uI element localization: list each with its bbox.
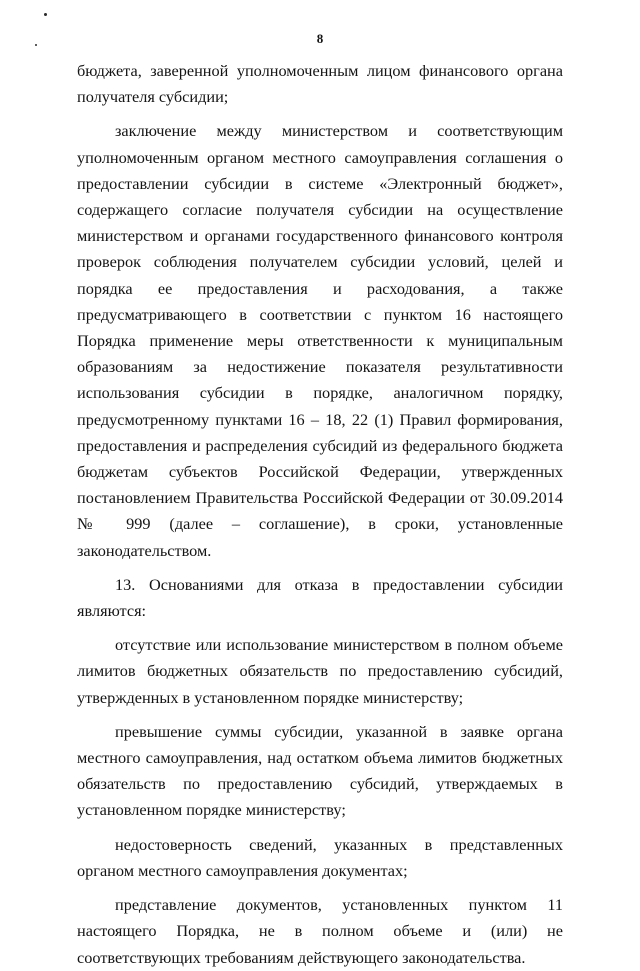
paragraph: отсутствие или использование министерством в полном объеме лимитов бюджетных обязательств по предоставлению субсидий, утвержденных в установленном порядке министерству;	[77, 635, 563, 707]
document-body	[77, 58, 563, 971]
paragraph: заключение между министерством и соответствующим уполномоченным органом местного самоуправления соглашения о предоставлении субсидии в системе «Электронный бюджет», содержащего согласие получателя субсидии на осуществление министерством и органами государственного финансового контроля проверок соблюдения получателем субсидии условий, целей и порядка ее предоставления и расходования, а также предусматривающего в соответствии с пунктом 16 настоящего Порядка применение меры ответственности к муниципальным образованиям за недостижение показателя результативности использования субсидии в порядке, аналогичном порядку, предусмотренному пунктами 16 – 18, 22 (1) Правил формирования, предоставления и распределения субсидий из федерального бюджета бюджетам субъектов Российской Федерации, утвержденных постановлением Правительства Российской Федерации от 30.09.2014 № 999 (далее – соглашение), в сроки, установленные законодательством.	[77, 121, 563, 560]
scan-speck	[44, 13, 47, 16]
paragraph: бюджета, заверенной уполномоченным лицом финансового органа получателя субсидии;	[77, 61, 563, 107]
paragraph: представление документов, установленных пунктом 11 настоящего Порядка, не в полном объеме и (или) не соответствующих требованиям действующего законодательства.	[77, 895, 563, 967]
page-number: 8	[316, 31, 324, 46]
paragraph: недостоверность сведений, указанных в представленных органом местного самоуправления документах;	[77, 834, 563, 880]
paragraph: 13. Основаниями для отказа в предоставлении субсидии являются:	[77, 574, 563, 621]
paragraph: превышение суммы субсидии, указанной в заявке органа местного самоуправления, над остатком объема лимитов бюджетных обязательств по предоставлению субсидий, утверждаемых в установленном порядке министерству;	[77, 721, 563, 820]
